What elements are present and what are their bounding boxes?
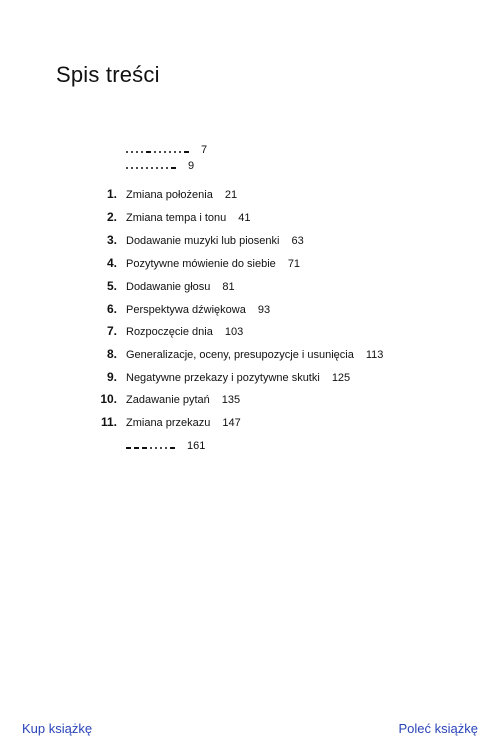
garbled-title [126,163,176,173]
toc-front-row-2[interactable] [0,160,194,176]
toc-chapter-8[interactable] [0,347,383,363]
toc-page-number: 161 [187,440,206,452]
garbled-title [126,147,189,157]
chapter-title: Pozytywne mówienie do siebie [126,258,276,270]
chapter-number: 10. [100,392,117,406]
chapter-title: Perspektywa dźwiękowa [126,304,246,316]
chapter-number: 3. [106,233,117,247]
toc-chapter-3[interactable] [0,233,304,249]
toc-page-number: 93 [257,304,271,316]
toc-chapter-10[interactable] [0,392,240,408]
toc-page-number: 41 [238,212,251,224]
toc-page-number: 113 [365,349,384,361]
toc-page-number: 71 [287,258,301,270]
chapter-number: 11. [100,415,117,429]
chapter-number: 1. [106,187,117,201]
toc-chapter-11[interactable] [0,415,241,431]
toc-page-number: 9 [188,160,195,172]
chapter-number: 5. [106,279,117,293]
toc-page-number: 147 [222,417,241,429]
chapter-number: 4. [106,256,117,270]
page-title: Spis treści [56,62,160,87]
toc-chapter-2[interactable] [0,210,251,226]
garbled-title [126,443,175,453]
toc-chapter-7[interactable] [0,324,243,340]
chapter-title: Zmiana położenia [126,189,213,201]
toc-page-number: 81 [222,281,235,293]
chapter-number: 6. [106,302,117,316]
chapter-title: Zadawanie pytań [126,394,210,406]
toc-chapter-6[interactable] [0,302,270,318]
chapter-title: Zmiana tempa i tonu [126,212,227,224]
chapter-number: 8. [106,347,117,361]
buy-book-link[interactable]: Kup książkę [22,721,93,736]
chapter-title: Zmiana przekazu [126,417,211,429]
toc-page-number: 135 [221,394,241,406]
toc-page-number: 21 [224,189,238,201]
recommend-book-link[interactable]: Poleć książkę [398,721,478,736]
toc-page-number: 125 [331,372,351,384]
toc-back-row-1[interactable] [0,440,205,456]
chapter-number: 9. [106,370,117,384]
toc-page-number: 103 [224,326,244,338]
toc-page-number: 7 [201,144,208,156]
toc-chapter-4[interactable] [0,256,300,272]
chapter-title: Negatywne przekazy i pozytywne skutki [126,372,320,384]
toc-chapter-1[interactable] [0,187,237,203]
chapter-title: Dodawanie głosu [126,281,211,293]
toc-page-number: 63 [291,235,304,247]
chapter-title: Dodawanie muzyki lub piosenki [126,235,280,247]
toc-front-row-1[interactable] [0,144,207,160]
chapter-number: 2. [106,210,117,224]
toc-chapter-9[interactable] [0,370,350,386]
chapter-title: Generalizacje, oceny, presupozycje i usunięcia [126,349,354,361]
chapter-title: Rozpoczęcie dnia [126,326,213,338]
chapter-number: 7. [106,324,117,338]
toc-chapter-5[interactable] [0,279,235,295]
